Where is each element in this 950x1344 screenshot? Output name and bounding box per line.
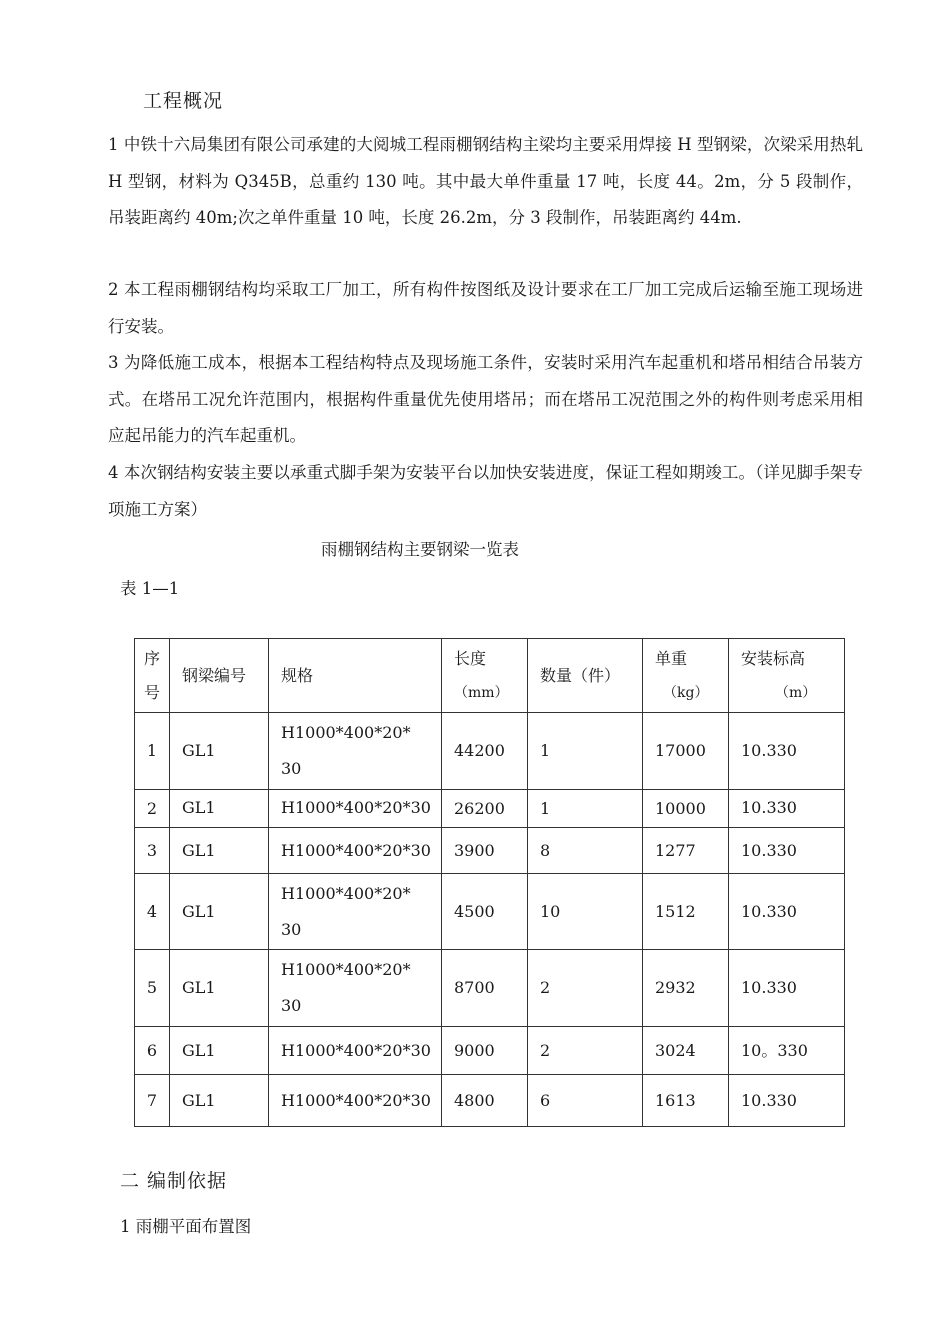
cell-length: 44200 [442, 713, 528, 790]
cell-qty: 10 [528, 874, 643, 950]
steel-beam-table [134, 638, 845, 1127]
paragraph-4: 4 本次钢结构安装主要以承重式脚手架为安装平台以加快安装进度，保证工程如期竣工。（详见脚手架专项施工方案） [108, 463, 863, 519]
table-label: 表 1—1 [120, 579, 180, 598]
table-row [135, 1075, 845, 1127]
cell-beam: GL1 [170, 874, 269, 950]
cell-elevation: 10。330 [729, 1027, 845, 1075]
cell-qty: 1 [528, 790, 643, 828]
cell-seq: 1 [135, 713, 170, 790]
paragraph-1: 1 中铁十六局集团有限公司承建的大阅城工程雨棚钢结构主梁均主要采用焊接 H 型钢梁，次梁采用热轧 H 型钢，材料为 Q345B，总重约 130 吨。其中最大单件重量 17 吨，长度 44。2m，分 5 段制作，吊装距离约 40m;次之单件重量 10 吨，长度 26.2m，分 3 段制作，吊装距离约 44m. [108, 135, 863, 227]
cell-elevation: 10.330 [729, 790, 845, 828]
cell-elevation: 10.330 [729, 828, 845, 874]
paragraph-2: 2 本工程雨棚钢结构均采取工厂加工，所有构件按图纸及设计要求在工厂加工完成后运输至施工现场进行安装。 [108, 280, 863, 336]
header-spec: 规格 [269, 639, 442, 713]
cell-qty: 6 [528, 1075, 643, 1127]
cell-spec: H1000*400*20*30 [269, 1075, 442, 1127]
cell-spec: H1000*400*20* 30 [269, 713, 442, 790]
header-beam-no: 钢梁编号 [170, 639, 269, 713]
cell-weight: 10000 [643, 790, 729, 828]
header-length: 长度 （mm） [442, 639, 528, 713]
cell-qty: 2 [528, 1027, 643, 1075]
cell-length: 8700 [442, 950, 528, 1027]
cell-spec: H1000*400*20*30 [269, 790, 442, 828]
header-qty: 数量（件） [528, 639, 643, 713]
cell-seq: 4 [135, 874, 170, 950]
table-row [135, 713, 845, 790]
table-title: 雨棚钢结构主要钢梁一览表 [321, 540, 519, 559]
cell-beam: GL1 [170, 1027, 269, 1075]
cell-seq: 7 [135, 1075, 170, 1127]
cell-beam: GL1 [170, 1075, 269, 1127]
table-header-row [135, 639, 845, 713]
cell-beam: GL1 [170, 828, 269, 874]
header-seq: 序 号 [135, 639, 170, 713]
cell-length: 4800 [442, 1075, 528, 1127]
cell-elevation: 10.330 [729, 950, 845, 1027]
table-row [135, 790, 845, 828]
header-elevation: 安装标高 （m） [729, 639, 845, 713]
overview-heading: 工程概况 [143, 90, 224, 112]
cell-seq: 3 [135, 828, 170, 874]
cell-weight: 2932 [643, 950, 729, 1027]
cell-seq: 5 [135, 950, 170, 1027]
cell-weight: 1613 [643, 1075, 729, 1127]
cell-spec: H1000*400*20*30 [269, 1027, 442, 1075]
cell-weight: 17000 [643, 713, 729, 790]
cell-beam: GL1 [170, 950, 269, 1027]
cell-elevation: 10.330 [729, 874, 845, 950]
cell-weight: 1277 [643, 828, 729, 874]
cell-length: 26200 [442, 790, 528, 828]
cell-elevation: 10.330 [729, 713, 845, 790]
cell-qty: 1 [528, 713, 643, 790]
table-row [135, 950, 845, 1027]
cell-qty: 2 [528, 950, 643, 1027]
cell-spec: H1000*400*20* 30 [269, 874, 442, 950]
cell-seq: 6 [135, 1027, 170, 1075]
cell-weight: 1512 [643, 874, 729, 950]
cell-length: 9000 [442, 1027, 528, 1075]
cell-qty: 8 [528, 828, 643, 874]
cell-beam: GL1 [170, 713, 269, 790]
cell-spec: H1000*400*20* 30 [269, 950, 442, 1027]
cell-spec: H1000*400*20*30 [269, 828, 442, 874]
header-unit-weight: 单重 （kg） [643, 639, 729, 713]
cell-weight: 3024 [643, 1027, 729, 1075]
cell-seq: 2 [135, 790, 170, 828]
cell-elevation: 10.330 [729, 1075, 845, 1127]
cell-beam: GL1 [170, 790, 269, 828]
table-row [135, 828, 845, 874]
table-row [135, 874, 845, 950]
section-heading: 二 编制依据 [120, 1170, 228, 1192]
cell-length: 3900 [442, 828, 528, 874]
paragraph-3: 3 为降低施工成本，根据本工程结构特点及现场施工条件，安装时采用汽车起重机和塔吊相结合吊装方式。在塔吊工况允许范围内，根据构件重量优先使用塔吊；而在塔吊工况范围之外的构件则考虑采用相应起吊能力的汽车起重机。 [108, 353, 863, 445]
section-item: 1 雨棚平面布置图 [120, 1217, 252, 1236]
table-row [135, 1027, 845, 1075]
cell-length: 4500 [442, 874, 528, 950]
